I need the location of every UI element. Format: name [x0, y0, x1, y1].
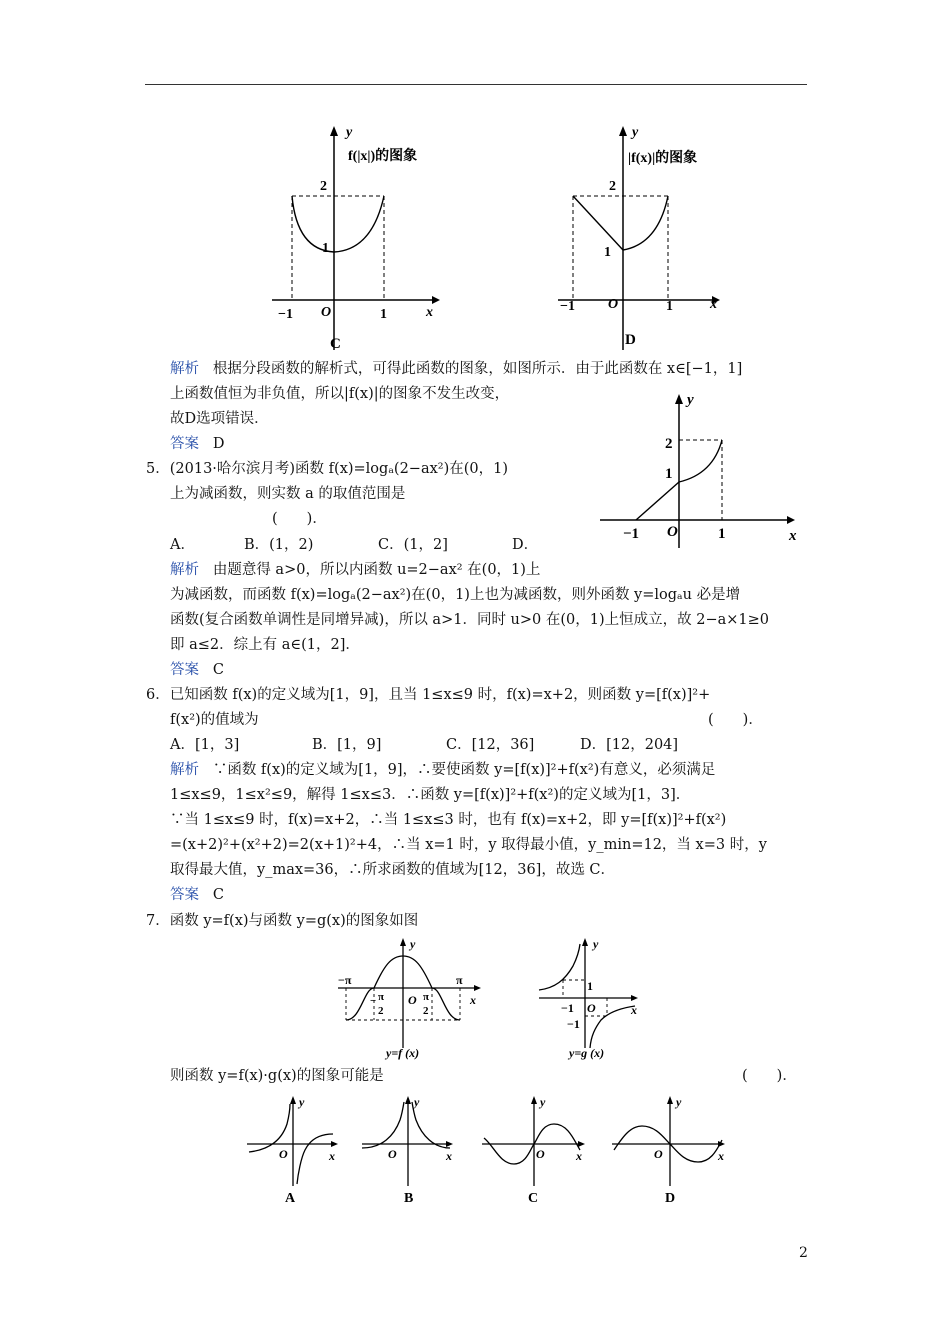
q6-analysis-line5: 取得最大值，y_max=36，∴所求函数的值域为[12，36]，故选 C． — [170, 862, 616, 878]
graph-f — [336, 936, 486, 1060]
q6-option-a: A．[1，3] — [170, 737, 240, 753]
answer-value: C — [212, 887, 224, 903]
q5-paren: ( )． — [272, 511, 327, 527]
question-text: 函数 y=f(x)与函数 y=g(x)的图象如图 — [169, 913, 419, 929]
q5-option-c: C．(1，2] — [378, 537, 448, 553]
origin-label: O — [279, 1147, 288, 1161]
q7-stem-line1 — [146, 912, 418, 930]
q4-analysis-line3: 故D选项错误． — [170, 411, 269, 427]
analysis-text: ∵函数 f(x)的定义域为[1，9]，∴要使函数 y=[f(x)]²+f(x²)有意义，必须满足 — [212, 762, 716, 778]
q5-option-a: A． — [170, 537, 195, 553]
q7-stem-line2: 则函数 y=f(x)·g(x)的图象可能是 — [170, 1068, 384, 1084]
tick-neg1-x: −1 — [561, 1001, 574, 1015]
q6-analysis-line2: 1≤x≤9，1≤x²≤9，解得 1≤x≤3．∴函数 y=[f(x)]²+f(x²)的定义域为[1，3]． — [170, 787, 691, 803]
x-axis-label: x — [446, 1149, 452, 1163]
q5-analysis-line3: 函数(复合函数单调性是同增异减)，所以 a>1．同时 u>0 在(0，1)上恒成立，故 2−a×1≥0 — [170, 612, 770, 628]
tick-neg-half-pi-num: π — [378, 991, 385, 1003]
q5-graph — [595, 390, 805, 550]
x-axis-label: x — [789, 528, 797, 544]
header-rule — [145, 84, 807, 85]
question-text: 已知函数 f(x)的定义域为[1，9]，且当 1≤x≤9 时，f(x)=x+2，则函数 y=[f(x)]²+ — [169, 687, 711, 703]
tick-1: 1 — [587, 979, 593, 993]
question-number: 5． — [146, 461, 170, 477]
tick-neg1: −1 — [278, 307, 293, 322]
tick-2: 2 — [320, 179, 327, 194]
y-axis-label: y — [676, 1095, 682, 1109]
q6-analysis-line1 — [170, 761, 715, 779]
origin-label: O — [321, 305, 332, 320]
tick-pi: π — [456, 973, 463, 987]
y-axis-label: y — [346, 125, 353, 140]
tick-neg-half-pi-den: 2 — [378, 1005, 384, 1017]
q5-stem-line2: 上为减函数，则实数 a 的取值范围是 — [170, 486, 406, 502]
y-axis-label: y — [299, 1095, 305, 1109]
tick-neg1: −1 — [623, 526, 640, 542]
analysis-label: 解析 — [170, 562, 199, 578]
tick-half-pi-den: 2 — [423, 1005, 429, 1017]
graph-title: |f(x)|的图象 — [628, 151, 698, 166]
choice-label: D — [665, 1191, 676, 1206]
answer-value: C — [212, 662, 224, 678]
graph-title: f(|x|)的图象 — [348, 149, 418, 164]
q6-stem-line2: f(x²)的值域为 — [170, 712, 259, 728]
choice-label: B — [404, 1191, 414, 1206]
origin-label: O — [654, 1147, 663, 1161]
q4-answer — [170, 435, 224, 453]
tick-neg1: −1 — [560, 299, 575, 314]
graph-option-c — [262, 120, 447, 355]
choice-graph-d — [610, 1094, 735, 1206]
q6-paren: ( )． — [708, 712, 763, 728]
choice-label: C — [528, 1191, 539, 1206]
choice-label: A — [285, 1191, 296, 1206]
x-axis-label: x — [576, 1149, 582, 1163]
q6-option-d: D．[12，204] — [580, 737, 679, 753]
tick-1: 1 — [604, 245, 611, 260]
origin-label: O — [536, 1147, 545, 1161]
q5-stem-line1 — [146, 460, 508, 478]
analysis-text: 根据分段函数的解析式，可得此函数的图象，如图所示．由于此函数在 x∈[−1，1] — [212, 361, 743, 377]
graph-g — [535, 936, 645, 1060]
tick-2: 2 — [665, 436, 673, 452]
q5-analysis-line2: 为减函数，而函数 f(x)=logₐ(2−ax²)在(0，1)上也为减函数，则外函数 y=logₐu 必是增 — [170, 587, 741, 603]
graph-caption: y=g (x) — [569, 1046, 605, 1060]
y-axis-label: y — [410, 937, 416, 951]
choice-graph-c — [480, 1094, 592, 1206]
origin-label: O — [608, 297, 619, 312]
origin-label: O — [667, 524, 678, 540]
answer-label: 答案 — [170, 887, 199, 903]
q6-stem-line1 — [146, 686, 710, 704]
origin-label: O — [408, 993, 417, 1007]
figure-label: D — [625, 332, 636, 348]
y-axis-label: y — [593, 937, 599, 951]
q5-answer — [170, 661, 224, 679]
x-axis-label: x — [470, 993, 476, 1007]
q6-analysis-line4: =(x+2)²+(x²+2)=2(x+1)²+4，∴当 x=1 时，y 取得最小值，y_min=12，当 x=3 时，y — [170, 837, 767, 853]
tick-neg-half-pi: − — [370, 995, 377, 1007]
graph-caption: y=f (x) — [386, 1046, 420, 1060]
answer-value: D — [212, 436, 225, 452]
question-number: 6． — [146, 687, 170, 703]
tick-pos1: 1 — [718, 526, 726, 542]
analysis-text: 由题意得 a>0，所以内函数 u=2−ax² 在(0，1)上 — [212, 562, 541, 578]
tick-neg-pi: −π — [338, 973, 352, 987]
analysis-label: 解析 — [170, 361, 199, 377]
y-axis-label: y — [540, 1095, 546, 1109]
tick-half-pi-num: π — [423, 991, 430, 1003]
q4-analysis-line1 — [170, 360, 742, 378]
question-number: 7． — [146, 913, 170, 929]
tick-pos1: 1 — [380, 307, 387, 322]
graph-option-d — [548, 120, 733, 355]
tick-1: 1 — [665, 466, 673, 482]
origin-label: O — [388, 1147, 397, 1161]
tick-1: 1 — [322, 241, 329, 256]
x-axis-label: x — [426, 305, 433, 320]
answer-label: 答案 — [170, 662, 199, 678]
x-axis-label: x — [710, 297, 717, 312]
question-text: (2013·哈尔滨月考)函数 f(x)=logₐ(2−ax²)在(0，1) — [169, 461, 509, 477]
figure-label: C — [330, 336, 341, 352]
q5-option-b: B．(1，2) — [244, 537, 314, 553]
analysis-label: 解析 — [170, 762, 199, 778]
y-axis-label: y — [687, 392, 694, 408]
x-axis-label: x — [718, 1149, 724, 1163]
x-axis-label: x — [329, 1149, 335, 1163]
choice-graph-b — [360, 1094, 460, 1206]
q6-option-b: B．[1，9] — [312, 737, 382, 753]
tick-pos1: 1 — [666, 299, 673, 314]
q5-analysis-line4: 即 a≤2．综上有 a∈(1，2]． — [170, 637, 360, 653]
q6-answer — [170, 886, 224, 904]
q7-paren: ( )． — [742, 1068, 797, 1084]
y-axis-label: y — [414, 1095, 420, 1109]
q5-option-d: D． — [512, 537, 539, 553]
x-axis-label: x — [631, 1003, 637, 1017]
q5-analysis-line1 — [170, 561, 540, 579]
q4-analysis-line2: 上函数值恒为非负值，所以|f(x)|的图象不发生改变， — [170, 386, 510, 402]
choice-graph-a — [245, 1094, 345, 1206]
answer-label: 答案 — [170, 436, 199, 452]
y-axis-label: y — [632, 125, 639, 140]
page-number: 2 — [799, 1245, 808, 1261]
tick-2: 2 — [609, 179, 616, 194]
q6-analysis-line3: ∵当 1≤x≤9 时，f(x)=x+2，∴当 1≤x≤3 时，也有 f(x)=x+2，即 y=[f(x)]²+f(x²) — [170, 812, 727, 828]
q6-option-c: C．[12，36] — [446, 737, 535, 753]
tick-neg1-y: −1 — [567, 1017, 580, 1031]
origin-label: O — [587, 1001, 596, 1015]
